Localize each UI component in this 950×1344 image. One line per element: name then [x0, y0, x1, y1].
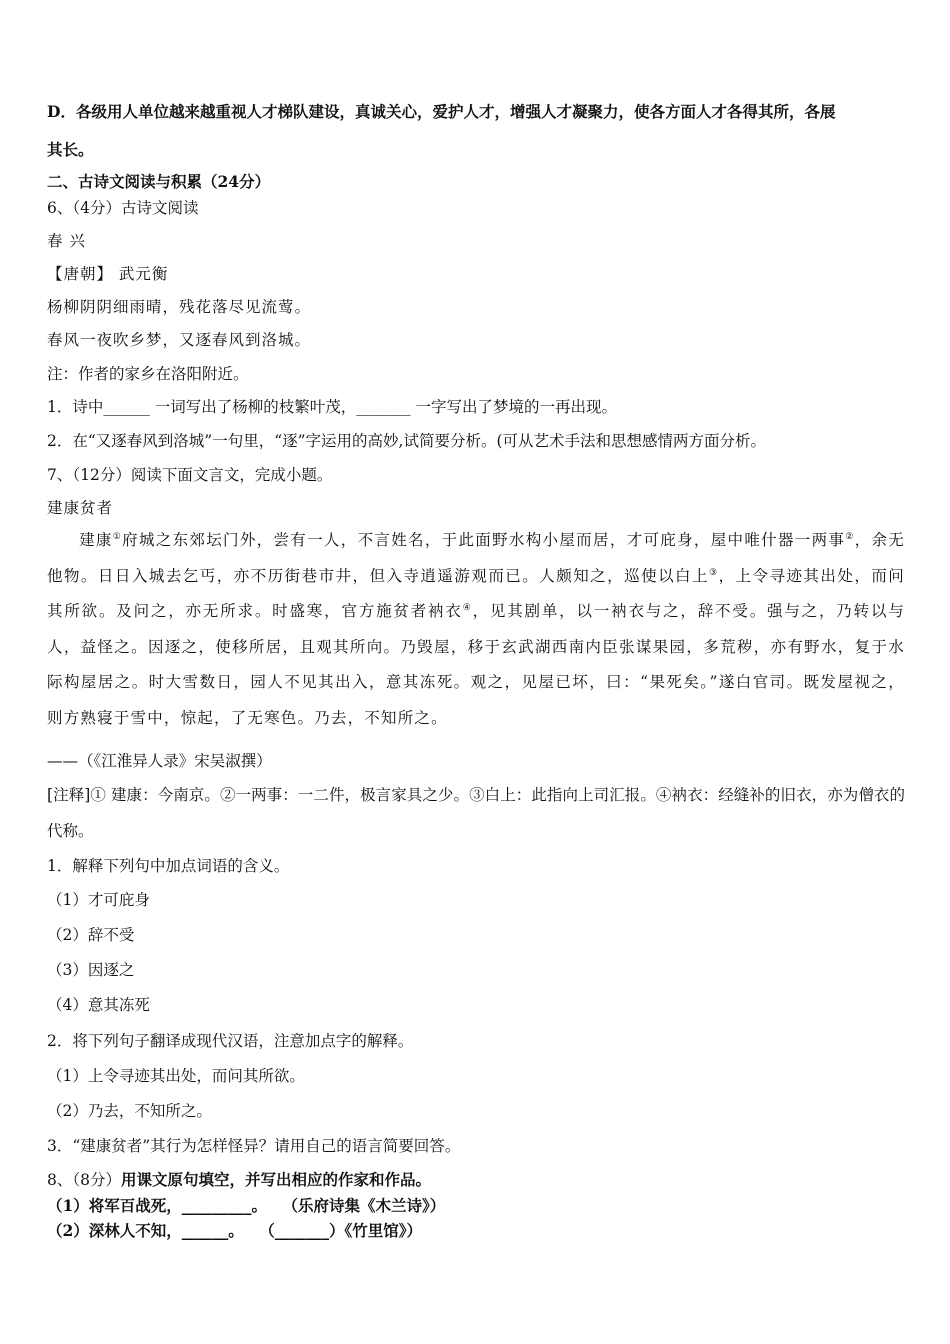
- sub-1-item-1: （1）才可庇身: [47, 891, 150, 909]
- question-8-number: 8、（8分）: [47, 1171, 121, 1189]
- footnote-marker-1: ①: [112, 531, 123, 542]
- sub-1-item-2: （2）辞不受: [47, 926, 135, 944]
- poem-note: 注：作者的家乡在洛阳附近。: [47, 365, 249, 383]
- question-7-sub-1: 1．解释下列句中加点词语的含义。: [47, 857, 290, 875]
- question-7-sub-3: 3．“建康贫者”其行为怎样怪异？请用自己的语言简要回答。: [47, 1137, 461, 1155]
- question-8-item-1: （1）将军百战死，_________。 （乐府诗集《木兰诗》）: [47, 1196, 446, 1215]
- poem-line-2: 春风一夜吹乡梦，又逐春风到洛城。: [47, 331, 312, 349]
- passage-annotation: [注释]① 建康：今南京。②一两事：一二件，极言家具之少。③白上：此指向上司汇报。④衲衣：经缝补的旧衣，亦为僧衣的代称。: [47, 786, 905, 840]
- question-8-item-2: （2）深林人不知，______。 （_______）《竹里馆》）: [47, 1221, 423, 1240]
- question-6-sub-2: 2．在“又逐春风到洛城”一句里，“逐”字运用的高妙,试简要分析。(可从艺术手法和思想感情两方面分析。: [47, 432, 767, 450]
- sub-2-item-1: （1）上令寻迹其出处，而问其所欲。: [47, 1067, 305, 1085]
- sub-1-item-3: （3）因逐之: [47, 961, 135, 979]
- question-5-option-d-line2: 其长。: [47, 140, 94, 159]
- poem-author: 【唐朝】 武元衡: [47, 265, 169, 283]
- question-5-option-d-line1: D．各级用人单位越来越重视人才梯队建设，真诚关心，爱护人才，增强人才凝聚力，使各方面人才各得其所，各展: [47, 102, 836, 121]
- sub-1-item-4: （4）意其冻死: [47, 996, 150, 1014]
- question-8-instruction: 用课文原句填空，并写出相应的作家和作品。: [120, 1170, 431, 1189]
- footnote-marker-3: ③: [709, 567, 719, 578]
- passage-part-d: ，上令寻迹其出处，而问其所欲。及问之，亦无所求。时盛寒，官方施贫者衲衣: [47, 566, 905, 620]
- passage-part-e: ，见其剧单，以一衲衣与之，辞不受。强与之，乃转以与人，益怪之。因逐之，使移所居，且观其所向。乃毁屋，移于玄武湖西南内臣张谋果园，多荒秽，亦有野水，复于水际构屋居之。时大雪数日，园人不见其出入，意其冻死。观之，见屋已坏，曰：“果死矣。”遂白官司。既发屋视之，则方熟寝于雪中，惊起，了无寒色。乃去，不知所之。: [47, 602, 905, 727]
- question-6-header: 6、（4分）古诗文阅读: [47, 199, 199, 217]
- question-8-header: [47, 1170, 431, 1190]
- question-7-header: 7、（12分）阅读下面文言文，完成小题。: [47, 466, 333, 484]
- footnote-marker-4: ④: [462, 602, 473, 613]
- sub-2-item-2: （2）乃去，不知所之。: [47, 1102, 212, 1120]
- question-6-sub-1: 1．诗中______ 一词写出了杨柳的枝繁叶茂，_______ 一字写出了梦境的一再出现。: [47, 398, 617, 416]
- passage-source: ——（《江淮异人录》宋吴淑撰）: [47, 752, 272, 770]
- passage-part-c: ，余无他物。日日入城去乞丐，亦不历街巷市井，但入寺逍遥游观而已。人颇知之，巡使以白上: [47, 531, 905, 585]
- passage-part-a: 建康: [79, 531, 113, 549]
- poem-line-1: 杨柳阴阴细雨晴，残花落尽见流莺。: [47, 298, 312, 316]
- passage-title: 建康贫者: [47, 499, 114, 517]
- section-2-title: 二、古诗文阅读与积累（24分）: [47, 172, 271, 191]
- question-7-sub-2: 2．将下列句子翻译成现代汉语，注意加点字的解释。: [47, 1032, 414, 1050]
- classical-passage: [47, 523, 905, 736]
- passage-part-b: 府城之东郊坛门外，尝有一人，不言姓名，于此面野水构小屋而居，才可庇身，屋中唯什器一两事: [122, 531, 846, 549]
- footnote-marker-2: ②: [845, 531, 855, 542]
- poem-title: 春 兴: [47, 232, 86, 250]
